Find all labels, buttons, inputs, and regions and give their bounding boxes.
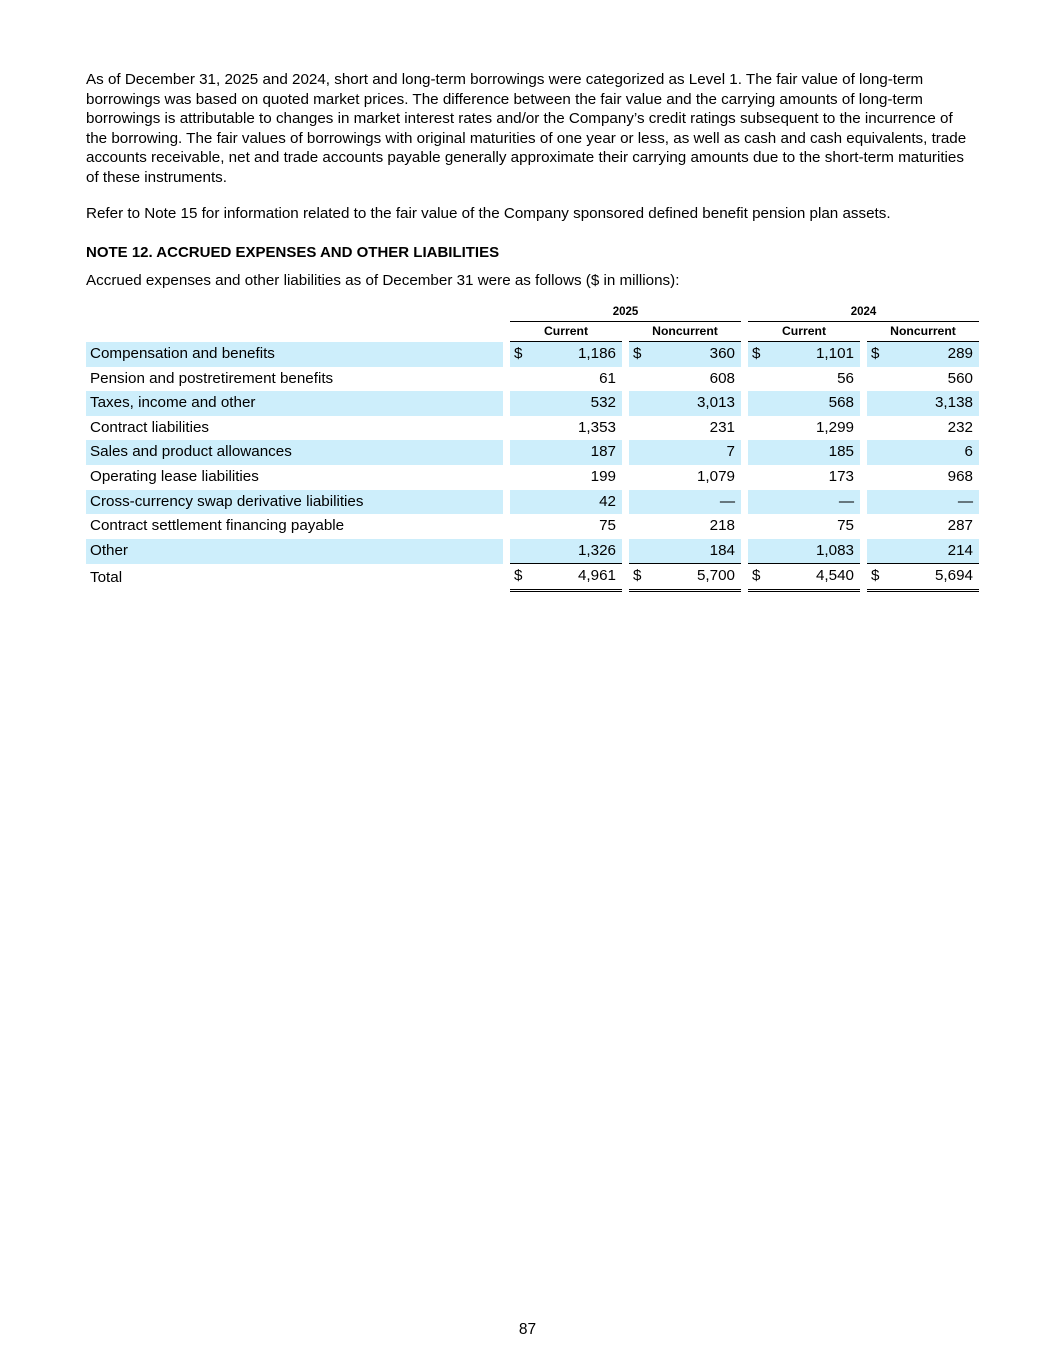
row-label: Operating lease liabilities (90, 467, 259, 485)
value-2024-noncurrent: 289 (893, 342, 979, 367)
value-2025-current: 187 (536, 440, 622, 465)
value-2024-current: 1,101 (774, 342, 860, 367)
fair-value-paragraph: As of December 31, 2025 and 2024, short and long-term borrowings were categorized as Level 1. The fair value of long-term borrowings was based on quoted market prices. The difference between the fair value and the carrying amounts of long-term borrowings is attributable to changes in market interest rates and/or the Company’s credit ratings subsequent to the incurrence of the borrowing. The fair values of borrowings with original maturities of one year or less, as well as cash and cash equivalents, trade accounts receivable, net and trade accounts payable generally approximate their carrying amounts due to the short-term maturities of these instruments. (86, 71, 967, 186)
value-2024-noncurrent: 560 (947, 369, 973, 387)
table-row (86, 440, 979, 465)
table-row (86, 416, 979, 441)
value-2025-noncurrent: 3,013 (655, 391, 741, 416)
col-header-2025-noncurrent: Noncurrent (629, 322, 741, 342)
value-2025-current: 75 (599, 517, 616, 535)
value-2024-current: 1,083 (774, 539, 860, 565)
value-2025-current: 532 (536, 391, 622, 416)
value-2025-noncurrent: 1,079 (696, 467, 735, 485)
row-label: Sales and product allowances (86, 440, 503, 465)
row-label: Contract settlement financing payable (90, 517, 345, 535)
table-row (86, 539, 979, 565)
value-2025-current: 42 (536, 490, 622, 515)
row-label: Pension and postretirement benefits (90, 369, 334, 387)
value-2024-current: 4,540 (774, 564, 860, 592)
table-row (86, 367, 979, 392)
value-2025-current: 1,353 (577, 418, 616, 436)
value-2024-noncurrent: — (893, 490, 979, 515)
col-header-2024-current: Current (748, 322, 860, 342)
dollar-sign: $ (867, 564, 893, 592)
row-label: Cross-currency swap derivative liabilities (86, 490, 503, 515)
total-row (86, 564, 979, 592)
value-2025-current: 61 (599, 369, 616, 387)
dollar-sign: $ (748, 564, 774, 592)
accrued-expenses-table (86, 303, 979, 592)
value-2025-noncurrent: 231 (709, 418, 735, 436)
table-row (86, 465, 979, 490)
value-2024-noncurrent: 287 (947, 517, 973, 535)
row-label: Compensation and benefits (86, 342, 503, 367)
row-label: Total (90, 568, 123, 586)
value-2025-noncurrent: 218 (709, 517, 735, 535)
value-2024-noncurrent: 3,138 (893, 391, 979, 416)
dollar-sign: $ (510, 564, 536, 592)
value-2024-noncurrent: 6 (893, 440, 979, 465)
value-2025-noncurrent: — (655, 490, 741, 515)
value-2024-current: 173 (828, 467, 854, 485)
col-header-2024-noncurrent: Noncurrent (867, 322, 979, 342)
value-2024-noncurrent: 214 (893, 539, 979, 565)
dollar-sign: $ (629, 564, 655, 592)
row-label: Other (86, 539, 503, 565)
value-2025-noncurrent: 184 (655, 539, 741, 565)
note-12-heading: NOTE 12. ACCRUED EXPENSES AND OTHER LIABILITIES (86, 244, 500, 261)
col-header-2025-current: Current (510, 322, 622, 342)
year-header-2025: 2025 (510, 303, 741, 322)
column-header-row (86, 322, 979, 342)
value-2025-noncurrent: 360 (655, 342, 741, 367)
year-header-2024: 2024 (748, 303, 979, 322)
value-2025-current: 199 (590, 467, 616, 485)
page-number: 87 (518, 1321, 537, 1338)
value-2024-noncurrent: 968 (947, 467, 973, 485)
year-header-row (86, 303, 979, 322)
value-2025-noncurrent: 608 (709, 369, 735, 387)
value-2025-current: 1,186 (536, 342, 622, 367)
dollar-sign: $ (867, 342, 893, 367)
value-2025-noncurrent: 7 (655, 440, 741, 465)
value-2024-noncurrent: 5,694 (893, 564, 979, 592)
dollar-sign: $ (629, 342, 655, 367)
value-2024-current: 568 (774, 391, 860, 416)
value-2024-current: 185 (774, 440, 860, 465)
value-2025-current: 1,326 (536, 539, 622, 565)
table-row (86, 490, 979, 515)
table-row (86, 342, 979, 367)
value-2024-current: — (774, 490, 860, 515)
value-2025-current: 4,961 (536, 564, 622, 592)
value-2024-noncurrent: 232 (947, 418, 973, 436)
value-2024-current: 75 (837, 517, 854, 535)
value-2024-current: 56 (837, 369, 854, 387)
table-row (86, 514, 979, 539)
row-label: Taxes, income and other (86, 391, 503, 416)
row-label: Contract liabilities (90, 418, 210, 436)
dollar-sign: $ (510, 342, 536, 367)
value-2024-current: 1,299 (815, 418, 854, 436)
note-12-intro: Accrued expenses and other liabilities as of December 31 were as follows ($ in millions): (86, 272, 680, 289)
value-2025-noncurrent: 5,700 (655, 564, 741, 592)
note-15-reference-paragraph: Refer to Note 15 for information related to the fair value of the Company sponsored defined benefit pension plan assets. (86, 205, 891, 222)
dollar-sign: $ (748, 342, 774, 367)
table-row (86, 391, 979, 416)
